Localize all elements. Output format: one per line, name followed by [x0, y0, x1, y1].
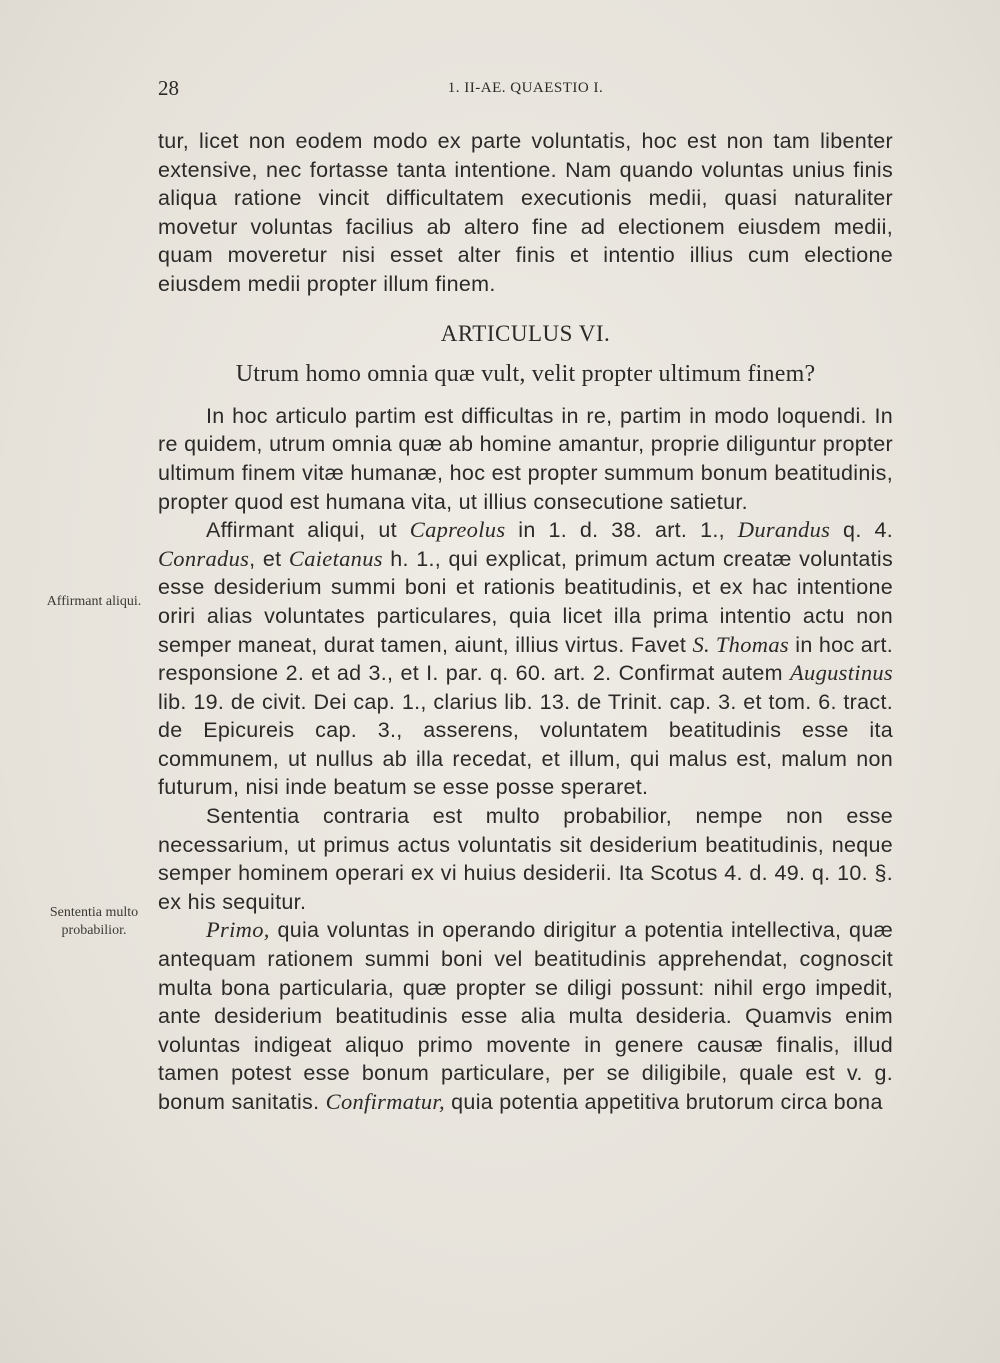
paragraph-continuation: tur, licet non eodem modo ex parte voluntatis, hoc est non tam libenter extensive, nec fortasse tanta intentione. Nam quando voluntas unius finis aliqua ratione vincit difficultatem executionis medii, quasi naturaliter movetur voluntas facilius ab altero fine ad electionem eiusdem medii, quam moveretur nisi esset alter finis et intentio illius cum electione eiusdem medii propter illum finem.: [158, 129, 893, 296]
paragraph-primo: [158, 916, 893, 1116]
text-run: quia potentia appetitiva brutorum circa bona: [444, 1090, 883, 1114]
body-text: [158, 127, 893, 1117]
confirmatur-label: Confirmatur,: [325, 1089, 445, 1114]
paragraph-intro: In hoc articulo partim est difficultas in re, partim in modo loquendi. In re quidem, utrum omnia quæ ab homine amantur, proprie diliguntur propter ultimum finem vitæ humanæ, hoc est propter summum bonum beatitudinis, propter quod est humana vita, ut illius consecutione satietur.: [158, 403, 893, 514]
author-capreolus: Capreolus: [409, 517, 506, 543]
primo-label: Primo,: [206, 917, 270, 943]
article-heading: ARTICULUS VI.: [440, 320, 611, 346]
page-number: 28: [158, 76, 179, 100]
paragraph-affirmant: [158, 516, 893, 802]
article-question: Utrum homo omnia quæ vult, velit propter ultimum finem?: [235, 361, 816, 388]
text-run: quia voluntas in operando dirigitur a potentia intellectiva, quæ antequam rationem summi boni vel beatitudinis apprehendat, cognoscit multa bona particularia, quæ propter se diligi possunt: nihil ergo impedit, ante desiderium beatitudinis esse alia multa desideria. Quamvis enim voluntas indigeat aliquo primo movente in genere causæ finalis, illud tamen potest esse bonum particulare, per se diligibile, quale est v. g. bonum sanitatis.: [158, 918, 893, 1114]
text-run: h. 1., qui explicat, primum actum creatæ voluntatis esse desiderium summi boni et rationis beatitudinis, et ex hac intentione oriri alias voluntates particulares, quia licet illa prima intentio actu non semper maneat, durat tamen, aiunt, illius virtus. Favet: [158, 546, 894, 657]
author-caietanus: Caietanus: [288, 545, 383, 571]
text-run: lib. 19. de civit. Dei cap. 1., clarius lib. 13. de Trinit. cap. 3. et tom. 6. tract. de Epicureis cap. 3., asserens, voluntatem beatitudinis esse ita communem, ut nullus ab illa recedat, et illum, qui malus est, malum non futurum, nisi inde beatum se esse posse speraret.: [158, 689, 893, 800]
author-conradus: Conradus: [158, 545, 250, 571]
text-run: in hoc art. responsione 2. et ad 3., et I. par. q. 60. art. 2. Confirmat autem: [158, 632, 894, 686]
author-durandus: Durandus: [737, 517, 831, 543]
margin-note-sententia: Sententia multo probabilior.: [49, 905, 139, 938]
text-run: q. 4.: [830, 518, 893, 543]
running-head: 1. II-AE. QUAESTIO I.: [447, 80, 604, 96]
author-s-thomas: S. Thomas: [692, 631, 789, 657]
margin-note-affirmant: Affirmant aliqui.: [46, 594, 142, 609]
paragraph-sententia: Sententia contraria est multo probabilior, nempe non esse necessarium, ut primus actus voluntatis sit desiderium beatitudinis, neque semper hominem operari ex vi huius desiderii. Ita Scotus 4. d. 49. q. 10. §. ex his sequitur.: [158, 804, 893, 914]
page-header: [158, 76, 893, 104]
text-run: in 1. d. 38. art. 1.,: [505, 518, 738, 543]
text-run: , et: [249, 546, 289, 571]
author-augustinus: Augustinus: [789, 660, 893, 686]
text-run: Affirmant aliqui, ut: [206, 518, 410, 543]
